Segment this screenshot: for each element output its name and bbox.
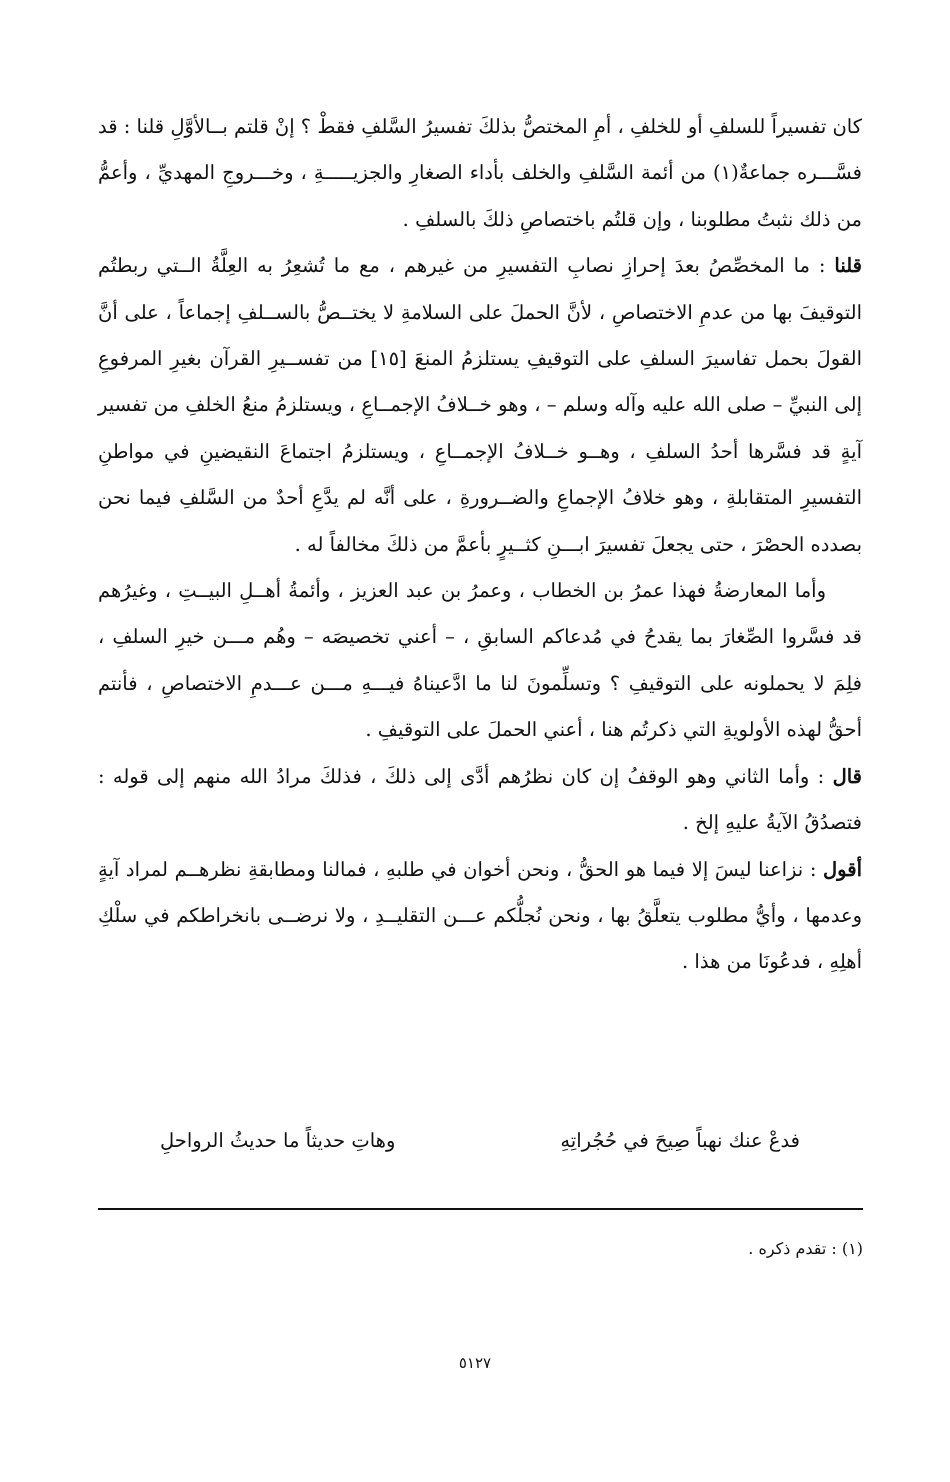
paragraph-lead-word: قلنا bbox=[834, 254, 862, 278]
paragraph-text: : ما المخصِّصُ بعدَ إحرازِ نصابِ التفسيرِ من غيرهم ، مع ما تُشعِرُ به العِلَّةُ الــتي ربطتُم التوقيفَ بها من عدمِ الاختصاصِ ، لأنَّ الحملَ على السلامةِ لا يختــصُّ بالســلفِ إجماعاً ، على أنَّ القولَ بحمل تفاسيرَ السلفِ على التوقيفِ يستلزمُ المنعَ [١٥] من تفســيرِ القرآن بغيرِ المرفوعِ إلى النبيِّ – صلى الله عليه وآله وسلم – ، وهو خــلافُ الإجمــاعِ ، ويستلزمُ منعُ الخلفِ من تفسير آيةٍ قد فسَّرها أحدُ السلفِ ، وهــو خــلافُ الإجمــاعِ ، ويستلزمُ اجتماعَ النقيضينِ في مواطنِ التفسيرِ المتقابلةِ ، وهو خلافُ الإجماعِ والضــرورةِ ، على أنَّه لم يدَّعِ أحدٌ من السَّلفِ فيما نحن بصدده الحصْرَ ، حتى يجعلَ تفسيرَ ابـــنِ كثــيرٍ بأعمَّ من ذلكَ مخالفاً له . bbox=[98, 254, 862, 556]
verse-second-hemistich: وهاتِ حديثاً ما حديثُ الرواحلِ bbox=[160, 1129, 396, 1152]
paragraph-text: كان تفسيراً للسلفِ أو للخلفِ ، أمِ المختصُّ بذلكَ تفسيرُ السَّلفِ فقطْ ؟ إنْ قلتم بــالأوَّلِ قلنا : قد فسَّـــره جماعةٌ(١) من أئمة السَّلفِ والخلف بأداء الصغارِ والجزيـــــةِ ، وخـــروجِ المهديِّ ، وأعمُّ من ذلك نثبتُ مطلوبنا ، وإن قلتُم باختصاصِ ذلكَ بالسلفِ . bbox=[98, 115, 862, 231]
poetry-verse bbox=[160, 1118, 800, 1164]
paragraph-3 bbox=[98, 568, 862, 754]
paragraph-2 bbox=[98, 243, 862, 568]
footnote-divider bbox=[98, 1208, 863, 1210]
footnote: (١) : تقدم ذكره . bbox=[748, 1239, 863, 1258]
paragraph-text: : وأما الثاني وهو الوقفُ إن كان نظرُهم أدَّى إلى ذلكَ ، فذلكَ مرادُ الله منهم إلى قوله : فتصدُقُ الآيةُ عليهِ إلخ . bbox=[98, 764, 862, 835]
paragraph-5 bbox=[98, 847, 862, 986]
paragraph-4 bbox=[98, 754, 862, 847]
verse-first-hemistich: فدعْ عنك نهباً صِيحَ في حُجُراتِهِ bbox=[560, 1129, 800, 1152]
paragraph-1 bbox=[98, 104, 862, 243]
main-text bbox=[98, 104, 862, 986]
paragraph-text: وأما المعارضةُ فهذا عمرُ بن الخطاب ، وعمرُ بن عبد العزيز ، وأئمةُ أهــلِ البيــتِ ، وغيرُهم قد فسَّروا الصِّغارَ بما يقدحُ في مُدعاكم السابقِ ، – أعني تخصيصَه – وهُم مـــن خيرِ السلفِ ، فلِمَ لا يحملونه على التوقيفِ ؟ وتسلِّمونَ لنا ما ادَّعيناهُ فيـــهِ مـــن عـــدمِ الاختصاصِ ، فأنتم أحقُّ لهذه الأولويةِ التي ذكرتُم هنا ، أعني الحملَ على التوقيفِ . bbox=[98, 579, 862, 742]
paragraph-lead-word: قال bbox=[832, 764, 862, 788]
page-number: ٥١٢٧ bbox=[458, 1354, 492, 1372]
paragraph-text: : نزاعنا ليسَ إلا فيما هو الحقُّ ، ونحن أخوان في طلبهِ ، فمالنا ومطابقةِ نظرهــم لمراد آيةٍ وعدمها ، وأيُّ مطلوب يتعلَّقُ بها ، ونحن نُجلُّكم عـــن التقليــدِ ، ولا نرضــى بانخراطكم في سلْكِ أهلِهِ ، فدعُونَا من هذا . bbox=[98, 857, 862, 974]
paragraph-lead-word: أقول bbox=[823, 857, 862, 881]
